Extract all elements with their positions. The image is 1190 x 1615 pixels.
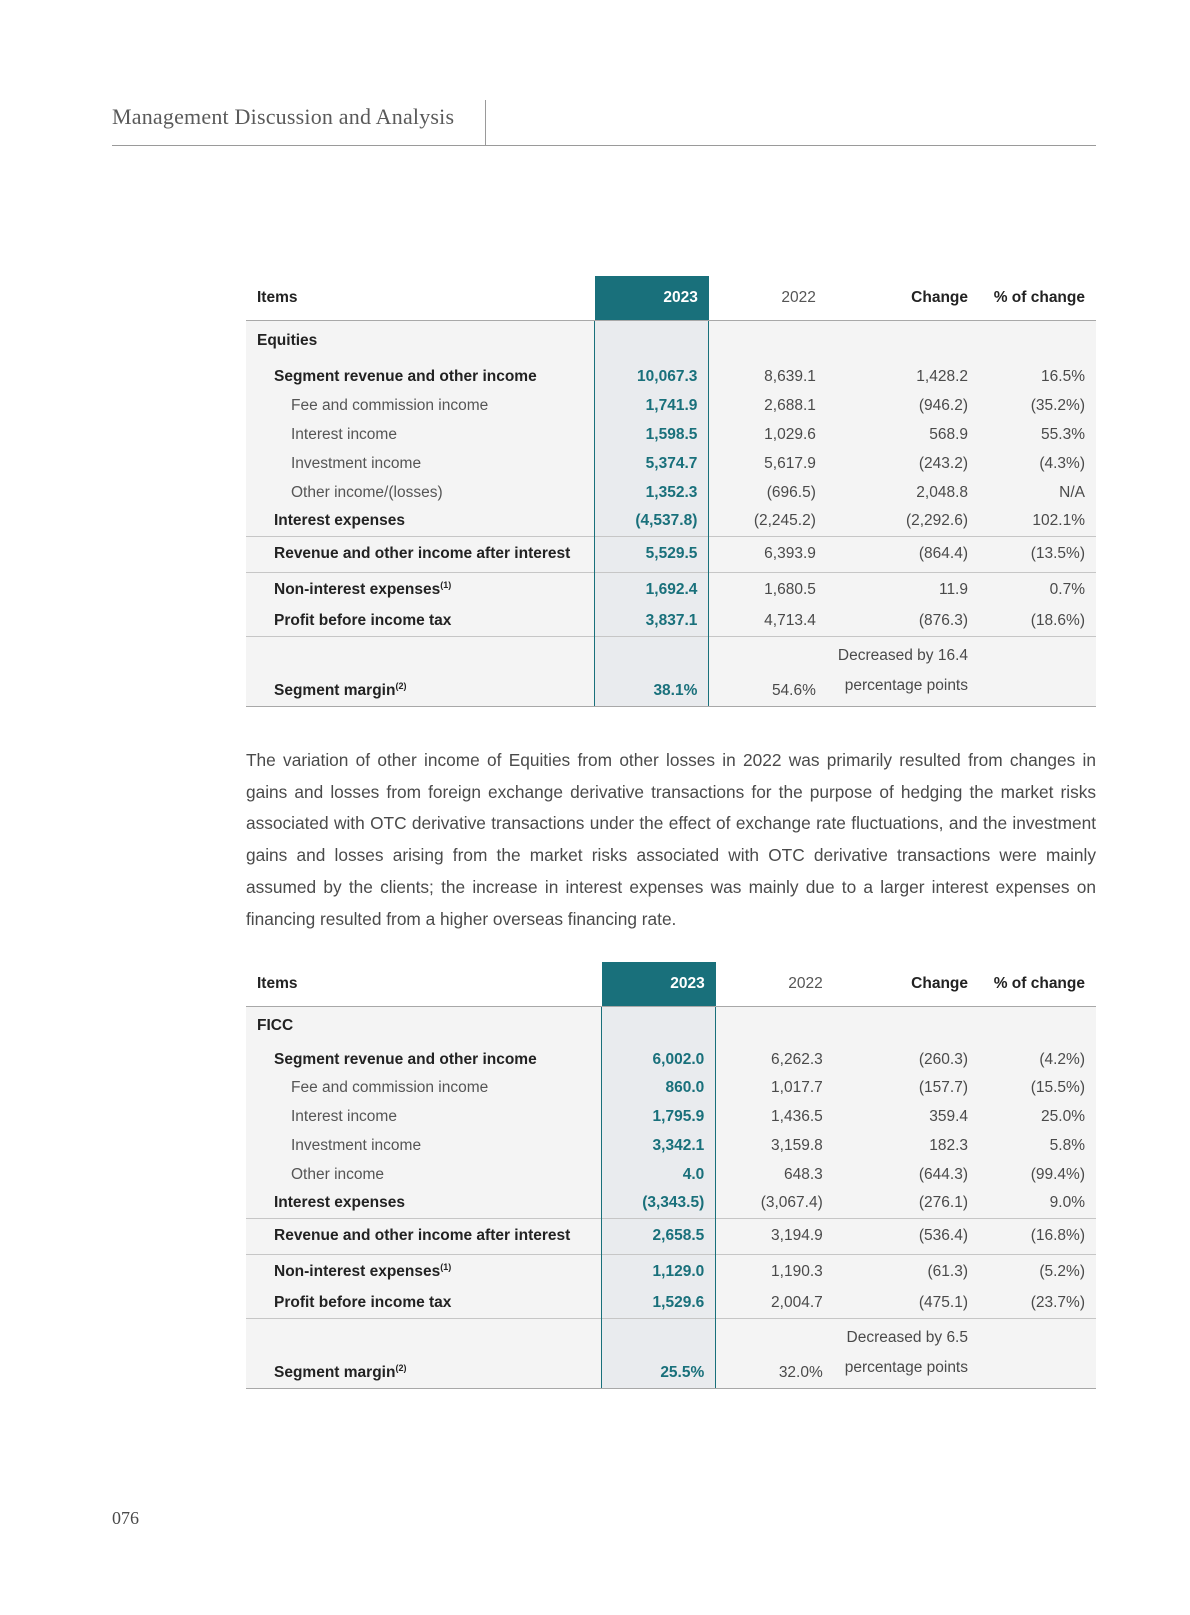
cell-change: (61.3) [834, 1254, 979, 1289]
cell-pct: (4.3%) [1039, 454, 1085, 472]
table-row [246, 478, 1096, 507]
cell-pct: N/A [1059, 483, 1085, 501]
change-note-line: Decreased by 6.5 [846, 1329, 968, 1346]
cell-change: 2,048.8 [916, 483, 968, 501]
cell-2023: 1,529.6 [602, 1289, 716, 1318]
cell-2022: (3,067.4) [760, 1194, 823, 1212]
cell-change: (260.3) [918, 1050, 968, 1068]
cell-change: (536.4) [834, 1218, 979, 1254]
col-2023: 2023 [602, 962, 716, 1006]
cell-pct: (18.6%) [1030, 612, 1085, 630]
table-row [246, 1189, 1096, 1218]
header-divider-tick [485, 100, 486, 146]
section-title: Equities [257, 332, 318, 350]
cell-2022: 3,159.8 [771, 1136, 823, 1154]
col-2022: 2022 [716, 962, 834, 1006]
row-label: Fee and commission income [291, 396, 489, 414]
footnote-marker: (1) [440, 1261, 452, 1272]
cell-pct: (15.5%) [1030, 1078, 1085, 1096]
table-row [246, 1102, 1096, 1131]
cell-2022: 1,017.7 [771, 1078, 823, 1096]
col-2022: 2022 [709, 276, 827, 320]
col-pct-change: % of change [979, 962, 1096, 1006]
table-row [246, 391, 1096, 420]
col-items: Items [246, 962, 602, 1006]
table-row [246, 1289, 1096, 1318]
cell-change: 1,428.2 [916, 367, 968, 385]
cell-2022: 32.0% [716, 1318, 834, 1388]
col-change: Change [827, 276, 979, 320]
cell-change: (946.2) [918, 396, 968, 414]
cell-pct: (4.2%) [1039, 1050, 1085, 1068]
cell-2023: 10,067.3 [595, 362, 709, 391]
cell-pct: 9.0% [1049, 1194, 1085, 1212]
cell-change: (243.2) [918, 454, 968, 472]
footnote-marker: (2) [395, 680, 407, 691]
cell-2022: 6,262.3 [771, 1050, 823, 1068]
table-row [246, 1318, 1096, 1388]
cell-pct: 55.3% [1041, 425, 1085, 443]
section-title: FICC [257, 1017, 294, 1035]
cell-2023: 2,658.5 [602, 1218, 716, 1254]
cell-pct: (35.2%) [1030, 396, 1085, 414]
table-row [246, 636, 1096, 706]
page-number: 076 [112, 1508, 139, 1528]
table-row [246, 572, 1096, 607]
table-row [246, 1046, 1096, 1073]
cell-2023: 1,352.3 [595, 478, 709, 507]
row-label: Other income [291, 1165, 385, 1183]
cell-pct: 25.0% [1041, 1107, 1085, 1125]
cell-2022: 1,190.3 [716, 1254, 834, 1289]
row-label: Interest expenses [274, 1194, 405, 1212]
cell-2022: 6,393.9 [709, 536, 827, 572]
col-change: Change [834, 962, 979, 1006]
cell-2022: 4,713.4 [764, 612, 816, 630]
cell-2023: 25.5% [602, 1318, 716, 1388]
cell-change: (644.3) [918, 1165, 968, 1183]
cell-change: (876.3) [918, 612, 968, 630]
cell-pct: 0.7% [979, 572, 1096, 607]
cell-2023: 4.0 [602, 1160, 716, 1189]
cell-2022: 8,639.1 [764, 367, 816, 385]
row-label: Segment revenue and other income [274, 367, 537, 385]
cell-change: (2,292.6) [905, 512, 968, 530]
cell-2023: 1,598.5 [595, 420, 709, 449]
cell-2022: 3,194.9 [716, 1218, 834, 1254]
cell-2023: (3,343.5) [602, 1189, 716, 1218]
cell-2022: 5,617.9 [764, 454, 816, 472]
row-label: Interest income [291, 425, 397, 443]
cell-pct: (13.5%) [979, 536, 1096, 572]
cell-2022: 1,436.5 [771, 1107, 823, 1125]
row-label-text: Segment margin [274, 1363, 396, 1381]
table-row [246, 1254, 1096, 1289]
col-2023: 2023 [595, 276, 709, 320]
table-row [246, 536, 1096, 572]
cell-2023: 860.0 [602, 1073, 716, 1102]
cell-2022: 2,688.1 [764, 396, 816, 414]
footnote-marker: (2) [395, 1362, 407, 1373]
cell-change: (276.1) [918, 1194, 968, 1212]
table-row [246, 607, 1096, 636]
cell-change [827, 636, 979, 706]
row-label: Profit before income tax [274, 1294, 452, 1312]
cell-2022: 648.3 [783, 1165, 823, 1183]
ficc-table [246, 962, 1096, 1389]
cell-change: 11.9 [827, 572, 979, 607]
cell-2022: (696.5) [766, 483, 816, 501]
cell-2023: 1,795.9 [602, 1102, 716, 1131]
table-row [246, 420, 1096, 449]
row-label-text: Non-interest expenses [274, 1262, 441, 1280]
row-label: Revenue and other income after interest [246, 1218, 602, 1254]
cell-2022: (2,245.2) [753, 512, 816, 530]
table-row [246, 1131, 1096, 1160]
cell-pct: (23.7%) [1030, 1294, 1085, 1312]
equities-table [246, 276, 1096, 707]
table-row [246, 320, 1096, 362]
table-row [246, 1073, 1096, 1102]
cell-2023: 1,129.0 [602, 1254, 716, 1289]
cell-pct: 5.8% [1049, 1136, 1085, 1154]
table-row [246, 1218, 1096, 1254]
row-label: Fee and commission income [291, 1078, 489, 1096]
cell-2023: (4,537.8) [595, 507, 709, 536]
cell-pct: (16.8%) [979, 1218, 1096, 1254]
header-rule [112, 145, 1096, 146]
page-header-title: Management Discussion and Analysis [112, 104, 455, 129]
cell-2023: 3,342.1 [602, 1131, 716, 1160]
cell-2022: 1,680.5 [709, 572, 827, 607]
table-header-row [246, 962, 1096, 1006]
col-pct-change: % of change [979, 276, 1096, 320]
table-row [246, 1160, 1096, 1189]
cell-2023: 1,692.4 [595, 572, 709, 607]
row-label: Revenue and other income after interest [246, 536, 595, 572]
row-label: Profit before income tax [274, 612, 452, 630]
row-label: Investment income [291, 454, 422, 472]
table-row [246, 1006, 1096, 1046]
row-label: Segment revenue and other income [274, 1050, 537, 1068]
cell-2022: 2,004.7 [771, 1294, 823, 1312]
table-row [246, 362, 1096, 391]
table-header-row [246, 276, 1096, 320]
cell-2023: 3,837.1 [595, 607, 709, 636]
footnote-marker: (1) [440, 579, 452, 590]
cell-change: (864.4) [827, 536, 979, 572]
cell-2023: 5,529.5 [595, 536, 709, 572]
change-note-line: percentage points [844, 677, 968, 694]
change-note-line: Decreased by 16.4 [837, 647, 968, 664]
cell-2023: 1,741.9 [595, 391, 709, 420]
cell-2023: 38.1% [595, 636, 709, 706]
cell-change: 359.4 [929, 1107, 968, 1125]
cell-2022: 1,029.6 [764, 425, 816, 443]
cell-change: 182.3 [929, 1136, 968, 1154]
row-label: Investment income [291, 1136, 422, 1154]
row-label [246, 1318, 602, 1388]
body-paragraph: The variation of other income of Equities from other losses in 2022 was primarily resulted from changes in gains and losses from foreign exchange derivative transactions for the purpose of hedging the market risks associated with OTC derivative transactions under the effect of exchange rate fluctuations, and the investment gains and losses arising from the market risks associated with OTC derivative transactions were mainly assumed by the clients; the increase in interest expenses was mainly due to a larger interest expenses on financing resulted from a higher overseas financing rate. [246, 750, 1096, 929]
table-row [246, 449, 1096, 478]
cell-pct: (99.4%) [1030, 1165, 1085, 1183]
row-label [246, 572, 595, 607]
cell-change: (475.1) [918, 1294, 968, 1312]
cell-pct: 16.5% [1041, 367, 1085, 385]
cell-pct: 102.1% [1032, 512, 1085, 530]
cell-change: 568.9 [929, 425, 968, 443]
cell-pct: (5.2%) [979, 1254, 1096, 1289]
row-label [246, 636, 595, 706]
change-note-line: percentage points [844, 1359, 968, 1376]
row-label: Interest income [291, 1107, 397, 1125]
row-label: Other income/(losses) [291, 483, 443, 501]
cell-2022: 54.6% [709, 636, 827, 706]
row-label [246, 1254, 602, 1289]
cell-2023: 6,002.0 [602, 1046, 716, 1073]
row-label: Interest expenses [274, 512, 405, 530]
col-items: Items [246, 276, 595, 320]
row-label-text: Segment margin [274, 681, 396, 699]
table-row [246, 507, 1096, 536]
cell-2023: 5,374.7 [595, 449, 709, 478]
cell-change [834, 1318, 979, 1388]
row-label-text: Non-interest expenses [274, 580, 441, 598]
cell-change: (157.7) [918, 1078, 968, 1096]
